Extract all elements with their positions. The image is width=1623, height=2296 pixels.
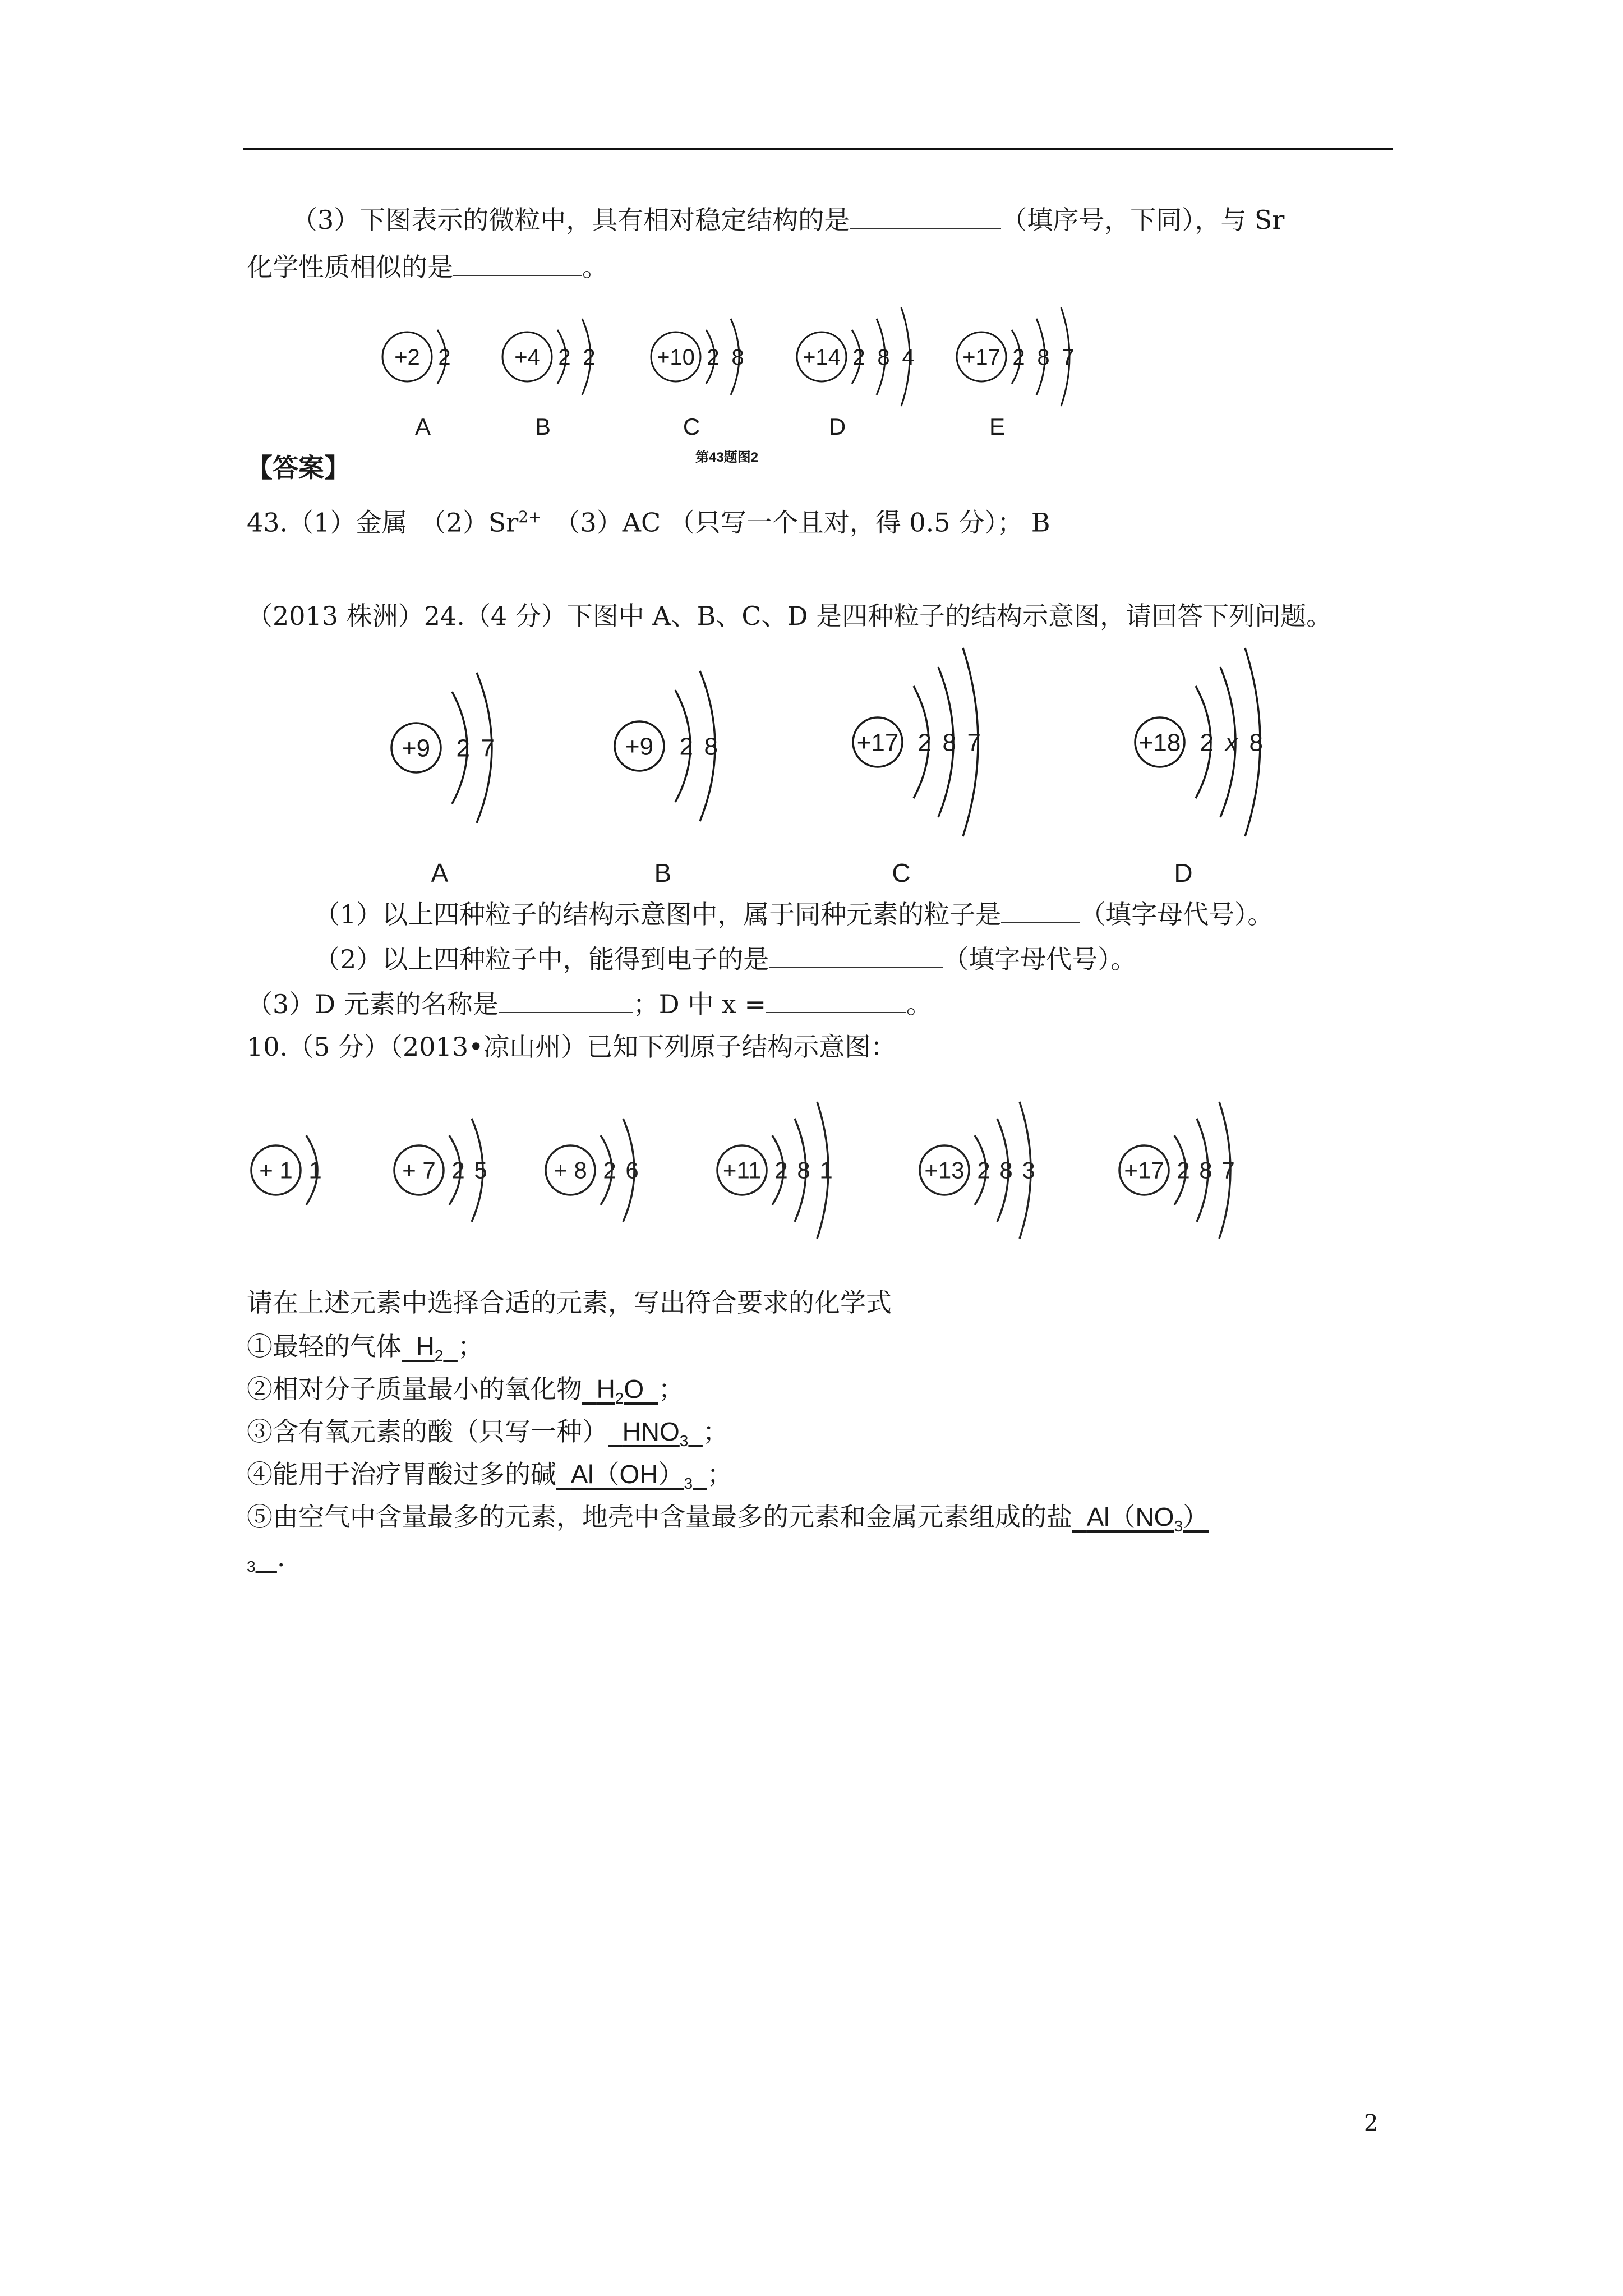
electron-count: 4 (902, 345, 915, 370)
nucleus-charge: +17 (856, 729, 899, 757)
nucleus-charge: +4 (514, 345, 540, 370)
item-1: ①最轻的气体 $H_2$ ； (247, 1331, 483, 1365)
electron-count: 7 (1062, 345, 1075, 370)
answer-label: 【答案】 (247, 453, 350, 483)
electron-count: 8 (1199, 1157, 1212, 1184)
nucleus-charge: +10 (657, 345, 695, 370)
electron-count: 8 (797, 1157, 810, 1184)
nucleus-charge: +9 (625, 733, 654, 761)
atom-label: D (1174, 858, 1193, 887)
liangshan-instruction: 请在上述元素中选择合适的元素，写出符合要求的化学式 (247, 1287, 892, 1318)
electron-count: 8 (1249, 729, 1263, 757)
zhuzhou-q3: （3）D 元素的名称是 ；D 中 x = 。 (247, 987, 932, 1021)
atom-label: B (534, 413, 551, 440)
liangshan-title: 10.（5 分）（2013•凉山州）已知下列原子结构示意图： (247, 1032, 897, 1062)
electron-count: 3 (1022, 1157, 1035, 1184)
electron-count: 8 (999, 1157, 1013, 1184)
electron-count: 2 (917, 729, 932, 757)
electron-count: 2 (451, 1157, 465, 1184)
answer-line: 43.（1）金属 $(2)Sr^{2+}$ （3）AC （只写一个且对，得 0.5 分）； B (247, 507, 1050, 538)
q3-line1: （3）下图表示的微粒中，具有相对稳定结构的是 （填序号，下同），与 Sr (292, 203, 1284, 237)
electron-count: 2 (977, 1157, 990, 1184)
electron-count: 2 (603, 1157, 616, 1184)
electron-count: 2 (707, 345, 720, 370)
item-4: ④能用于治疗胃酸过多的碱 $Al(OH)_3$ ； (247, 1459, 733, 1493)
electron-count: 2 (1012, 345, 1025, 370)
zhuzhou-q1: （1）以上四种粒子的结构示意图中，属于同种元素的粒子是 （填字母代号）。 (314, 898, 1273, 931)
electron-count: 2 (852, 345, 865, 370)
electron-count: 2 (679, 733, 693, 761)
nucleus-charge: +14 (803, 345, 841, 370)
item-2: ②相对分子质量最小的氧化物 $H_2O$ ； (247, 1374, 684, 1407)
electron-count: 2 (1200, 729, 1214, 757)
electron-count: 2 (1177, 1157, 1190, 1184)
electron-count: 8 (942, 729, 956, 757)
electron-count: 6 (625, 1157, 639, 1184)
page-number: 2 (1364, 2110, 1378, 2136)
figure-caption: 第43题图2 (695, 450, 759, 465)
electron-count: 1 (819, 1157, 833, 1184)
nucleus-charge: +11 (722, 1157, 762, 1184)
electron-count: 8 (731, 345, 744, 370)
electron-count: 2 (774, 1157, 788, 1184)
nucleus-charge: +9 (402, 734, 431, 762)
electron-count: 7 (481, 734, 495, 762)
zhuzhou-title: （2013 株洲）24.（4 分）下图中 A、B、C、D 是四种粒子的结构示意图，请回答下列问题。 (247, 601, 1332, 631)
atom-label: D (828, 413, 846, 440)
electron-count: 2 (456, 734, 470, 762)
electron-count: 7 (1221, 1157, 1235, 1184)
item-5: ⑤由空气中含量最多的元素，地壳中含量最多的元素和金属元素组成的盐 $Al(NO_3)$ (247, 1502, 1209, 1535)
nucleus-charge: + 8 (554, 1157, 587, 1184)
electron-count: x (1225, 729, 1238, 757)
atom-label: C (683, 413, 700, 440)
electron-count: 8 (704, 733, 718, 761)
nucleus-charge: +18 (1138, 729, 1181, 757)
item-5-cont: $_3$ . (247, 1542, 285, 1576)
atom-label: A (414, 413, 431, 440)
nucleus-charge: +17 (962, 345, 1000, 370)
atom-label: C (892, 858, 911, 887)
item-3: ③含有氧元素的酸（只写一种） $HNO_3$ ； (247, 1416, 728, 1450)
electron-count: 2 (438, 345, 451, 370)
nucleus-charge: + 7 (402, 1157, 436, 1184)
nucleus-charge: +13 (924, 1157, 965, 1184)
electron-count: 8 (1037, 345, 1050, 370)
electron-count: 2 (558, 345, 571, 370)
electron-count: 1 (308, 1157, 322, 1184)
nucleus-charge: +2 (394, 345, 420, 370)
electron-count: 8 (877, 345, 890, 370)
q3-line2: 化学性质相似的是 。 (247, 250, 608, 284)
atom-label: E (989, 413, 1006, 440)
nucleus-charge: + 1 (259, 1157, 293, 1184)
zhuzhou-q2: （2）以上四种粒子中，能得到电子的是 （填字母代号）。 (314, 942, 1136, 976)
electron-count: 5 (474, 1157, 487, 1184)
atom-label: B (654, 858, 672, 887)
atom-label: A (431, 858, 449, 887)
electron-count: 7 (967, 729, 981, 757)
electron-count: 2 (583, 345, 596, 370)
nucleus-charge: +17 (1124, 1157, 1164, 1184)
